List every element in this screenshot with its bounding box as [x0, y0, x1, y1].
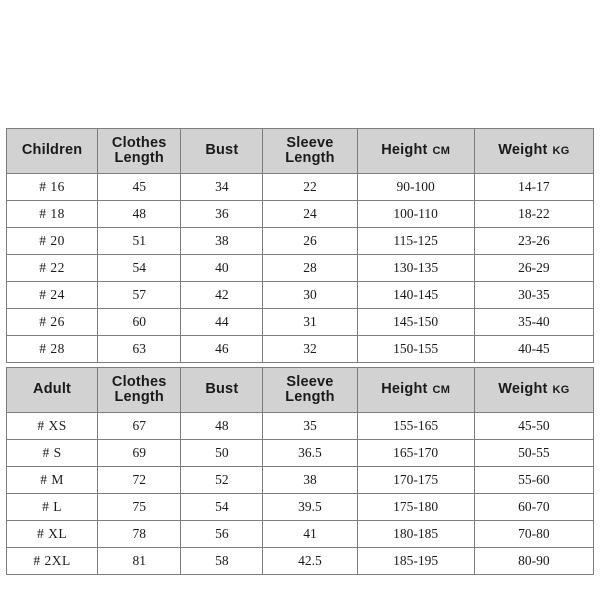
- cell-weight: 35-40: [474, 309, 593, 336]
- cell-bust: 40: [181, 255, 263, 282]
- adult-size-table: [6, 367, 594, 575]
- cell-bust: 48: [181, 413, 263, 440]
- table-row: [7, 548, 594, 575]
- cell-height: 100-110: [357, 201, 474, 228]
- header-height-label: Height: [381, 142, 428, 159]
- cell-sleeve-length: 28: [263, 255, 357, 282]
- cell-clothes-length: 60: [98, 309, 181, 336]
- cell-size: # 2XL: [7, 548, 98, 575]
- cell-bust: 58: [181, 548, 263, 575]
- header-bust-label: Bust: [205, 142, 239, 159]
- header-clothes-length: [98, 368, 181, 413]
- cell-size: # M: [7, 467, 98, 494]
- header-clothes-line1: Clothes: [111, 373, 167, 390]
- cell-weight: 14-17: [474, 174, 593, 201]
- cell-height: 175-180: [357, 494, 474, 521]
- cell-size: # 20: [7, 228, 98, 255]
- cell-clothes-length: 48: [98, 201, 181, 228]
- table-header-row: [7, 129, 594, 174]
- table-row: [7, 467, 594, 494]
- header-height-unit: CM: [432, 384, 451, 397]
- cell-clothes-length: 51: [98, 228, 181, 255]
- table-header-row: [7, 368, 594, 413]
- cell-size: # L: [7, 494, 98, 521]
- cell-bust: 56: [181, 521, 263, 548]
- table-row: [7, 494, 594, 521]
- cell-weight: 80-90: [474, 548, 593, 575]
- header-sleeve-line1: Sleeve: [286, 134, 334, 151]
- header-bust: [181, 368, 263, 413]
- header-height: [357, 368, 474, 413]
- cell-weight: 50-55: [474, 440, 593, 467]
- table-row: [7, 174, 594, 201]
- cell-height: 130-135: [357, 255, 474, 282]
- cell-sleeve-length: 26: [263, 228, 357, 255]
- header-bust-label: Bust: [205, 381, 239, 398]
- cell-bust: 50: [181, 440, 263, 467]
- table-row: [7, 282, 594, 309]
- cell-height: 185-195: [357, 548, 474, 575]
- header-adult: [7, 368, 98, 413]
- cell-sleeve-length: 22: [263, 174, 357, 201]
- children-size-table: [6, 128, 594, 363]
- cell-bust: 42: [181, 282, 263, 309]
- cell-size: # 28: [7, 336, 98, 363]
- cell-weight: 26-29: [474, 255, 593, 282]
- header-weight-label: Weight: [498, 142, 548, 159]
- cell-height: 140-145: [357, 282, 474, 309]
- header-clothes-length: [98, 129, 181, 174]
- table-row: [7, 309, 594, 336]
- cell-size: # XL: [7, 521, 98, 548]
- cell-bust: 54: [181, 494, 263, 521]
- table-row: [7, 228, 594, 255]
- header-adult-label: Adult: [33, 381, 72, 398]
- table-row: [7, 521, 594, 548]
- cell-height: 155-165: [357, 413, 474, 440]
- cell-sleeve-length: 38: [263, 467, 357, 494]
- header-bust: [181, 129, 263, 174]
- cell-bust: 34: [181, 174, 263, 201]
- cell-size: # 18: [7, 201, 98, 228]
- cell-weight: 70-80: [474, 521, 593, 548]
- header-weight-unit: KG: [552, 145, 570, 158]
- table-row: [7, 255, 594, 282]
- cell-height: 170-175: [357, 467, 474, 494]
- cell-sleeve-length: 36.5: [263, 440, 357, 467]
- cell-sleeve-length: 41: [263, 521, 357, 548]
- cell-sleeve-length: 42.5: [263, 548, 357, 575]
- cell-bust: 52: [181, 467, 263, 494]
- table-row: [7, 413, 594, 440]
- cell-size: # 26: [7, 309, 98, 336]
- cell-height: 150-155: [357, 336, 474, 363]
- header-sleeve-line1: Sleeve: [286, 373, 334, 390]
- header-height: [357, 129, 474, 174]
- cell-sleeve-length: 35: [263, 413, 357, 440]
- cell-clothes-length: 54: [98, 255, 181, 282]
- cell-weight: 23-26: [474, 228, 593, 255]
- cell-clothes-length: 72: [98, 467, 181, 494]
- header-children: [7, 129, 98, 174]
- header-sleeve-line2: Length: [285, 150, 335, 166]
- cell-weight: 60-70: [474, 494, 593, 521]
- cell-bust: 38: [181, 228, 263, 255]
- header-children-label: Children: [21, 142, 83, 159]
- cell-weight: 45-50: [474, 413, 593, 440]
- cell-size: # S: [7, 440, 98, 467]
- header-clothes-line2: Length: [114, 389, 164, 405]
- cell-weight: 18-22: [474, 201, 593, 228]
- cell-height: 180-185: [357, 521, 474, 548]
- cell-height: 115-125: [357, 228, 474, 255]
- header-weight: [474, 368, 593, 413]
- cell-bust: 46: [181, 336, 263, 363]
- header-height-unit: CM: [432, 145, 451, 158]
- cell-sleeve-length: 30: [263, 282, 357, 309]
- cell-sleeve-length: 24: [263, 201, 357, 228]
- cell-clothes-length: 67: [98, 413, 181, 440]
- cell-size: # 24: [7, 282, 98, 309]
- table-row: [7, 336, 594, 363]
- cell-clothes-length: 69: [98, 440, 181, 467]
- header-weight: [474, 129, 593, 174]
- cell-bust: 44: [181, 309, 263, 336]
- header-height-label: Height: [381, 381, 428, 398]
- cell-height: 145-150: [357, 309, 474, 336]
- cell-bust: 36: [181, 201, 263, 228]
- header-sleeve-length: [263, 368, 357, 413]
- cell-weight: 55-60: [474, 467, 593, 494]
- table-row: [7, 201, 594, 228]
- header-sleeve-line2: Length: [285, 389, 335, 405]
- cell-height: 90-100: [357, 174, 474, 201]
- table-row: [7, 440, 594, 467]
- cell-clothes-length: 57: [98, 282, 181, 309]
- cell-clothes-length: 78: [98, 521, 181, 548]
- cell-weight: 30-35: [474, 282, 593, 309]
- header-clothes-line1: Clothes: [111, 134, 167, 151]
- cell-sleeve-length: 32: [263, 336, 357, 363]
- cell-clothes-length: 81: [98, 548, 181, 575]
- header-clothes-line2: Length: [114, 150, 164, 166]
- cell-sleeve-length: 39.5: [263, 494, 357, 521]
- cell-height: 165-170: [357, 440, 474, 467]
- cell-size: # 16: [7, 174, 98, 201]
- cell-size: # 22: [7, 255, 98, 282]
- cell-size: # XS: [7, 413, 98, 440]
- cell-clothes-length: 63: [98, 336, 181, 363]
- header-weight-label: Weight: [498, 381, 548, 398]
- cell-clothes-length: 75: [98, 494, 181, 521]
- header-sleeve-length: [263, 129, 357, 174]
- cell-clothes-length: 45: [98, 174, 181, 201]
- header-weight-unit: KG: [552, 384, 570, 397]
- cell-weight: 40-45: [474, 336, 593, 363]
- cell-sleeve-length: 31: [263, 309, 357, 336]
